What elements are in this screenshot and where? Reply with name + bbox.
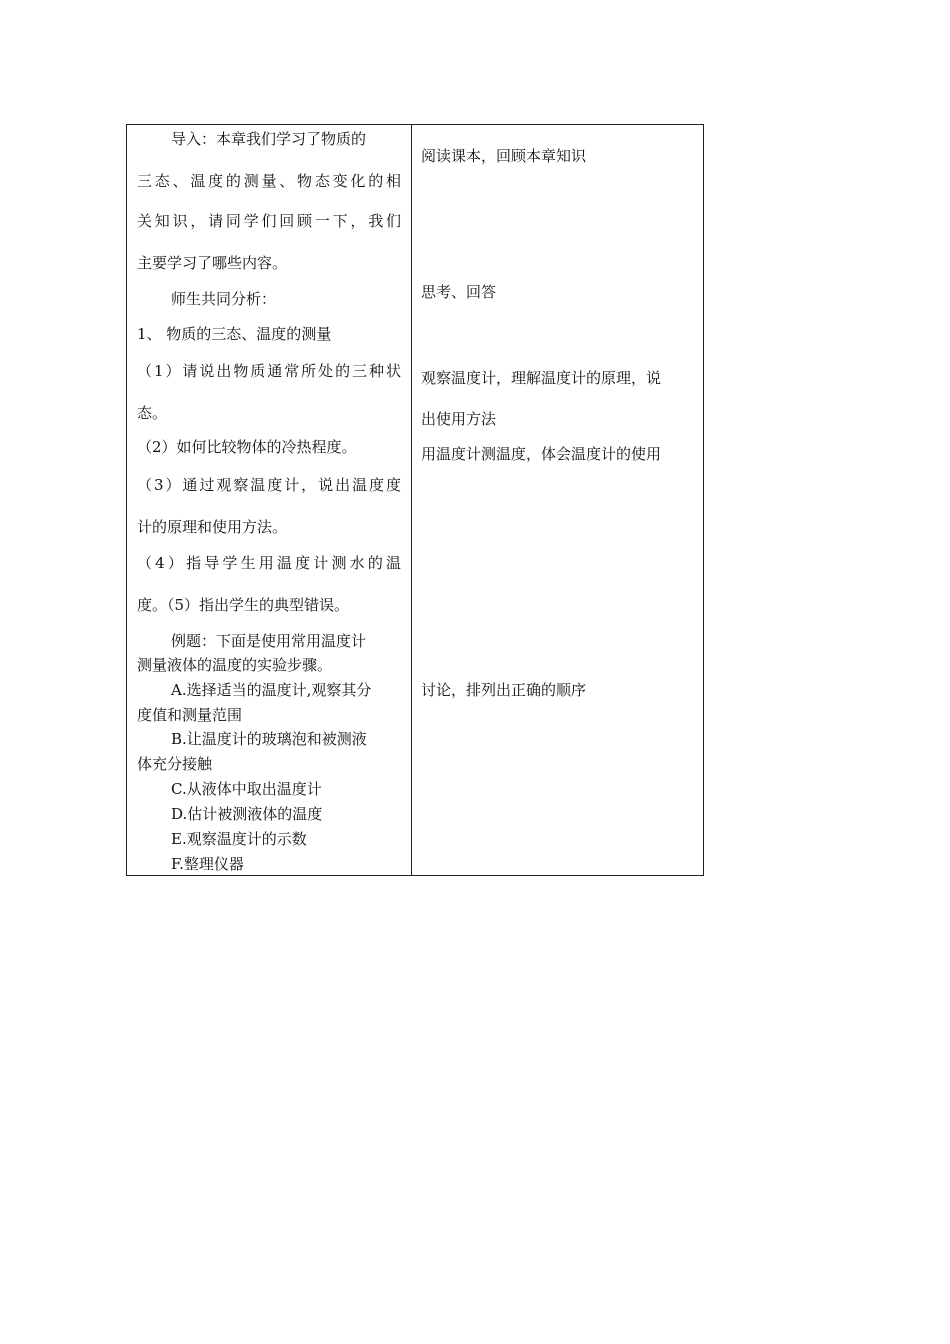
column-divider [411,125,412,875]
question-1-line-2: 态。 [137,404,168,422]
analysis-heading: 师生共同分析： [171,290,277,308]
step-c: C.从液体中取出温度计 [171,780,322,798]
question-3-line-2: 计的原理和使用方法。 [137,518,288,536]
lesson-table [126,124,704,876]
step-b-line-1: B.让温度计的玻璃泡和被测液 [171,730,367,748]
step-a-line-1: A.选择适当的温度计,观察其分 [171,681,372,699]
question-1-line-1: （1）请说出物质通常所处的三种状 [137,362,401,380]
question-4-line-2: 度。（5）指出学生的典型错误。 [137,596,350,614]
example-line-1: 例题：下面是使用常用温度计 [171,632,367,650]
intro-line-3: 关知识，请同学们回顾一下，我们 [137,212,401,230]
response-observe-line-2: 出使用方法 [421,410,497,428]
intro-line-1: 导入：本章我们学习了物质的 [171,130,367,148]
section-1-heading: 1、 物质的三态、温度的测量 [137,325,332,343]
question-3-line-1: （3）通过观察温度计，说出温度度 [137,476,401,494]
example-line-2: 测量液体的温度的实验步骤。 [137,656,333,674]
response-observe-line-1: 观察温度计，理解温度计的原理，说 [421,369,662,387]
response-discuss: 讨论，排列出正确的顺序 [421,681,587,699]
intro-line-2: 三态、温度的测量、物态变化的相 [137,172,401,190]
step-d: D.估计被测液体的温度 [171,805,323,823]
question-4-line-1: （4）指导学生用温度计测水的温 [137,554,401,572]
question-2: （2）如何比较物体的冷热程度。 [137,438,357,456]
step-a-line-2: 度值和测量范围 [137,706,243,724]
step-f: F.整理仪器 [171,855,244,873]
response-read-textbook: 阅读课本，回顾本章知识 [421,147,587,165]
step-e: E.观察温度计的示数 [171,830,307,848]
step-b-line-2: 体充分接触 [137,755,213,773]
intro-line-4: 主要学习了哪些内容。 [137,254,288,272]
response-think-answer: 思考、回答 [421,283,497,301]
response-measure: 用温度计测温度，体会温度计的使用 [421,445,662,463]
